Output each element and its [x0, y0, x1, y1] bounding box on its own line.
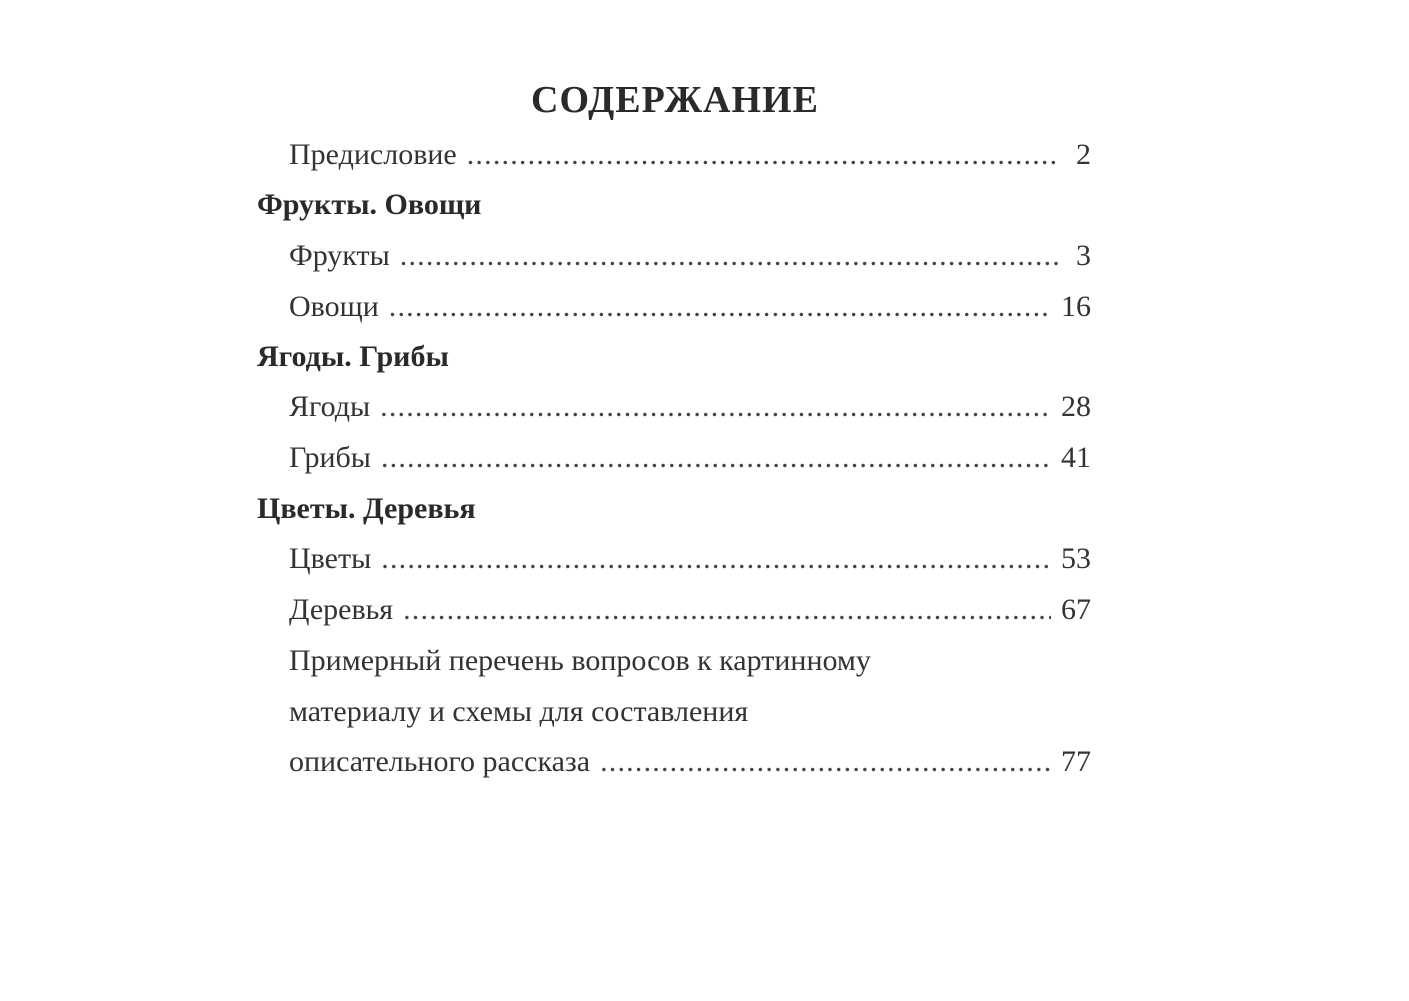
dot-leader [600, 745, 1051, 779]
dot-leader [381, 441, 1051, 475]
dot-leader [403, 593, 1051, 627]
dot-leader [380, 390, 1051, 424]
section-heading-berries-mushrooms: Ягоды. Грибы [257, 340, 449, 373]
toc-entry-questions[interactable] [289, 745, 1091, 779]
toc-entry-label: Цветы [289, 542, 372, 575]
toc-entry-berries[interactable] [289, 390, 1091, 424]
page-title: СОДЕРЖАНИЕ [531, 79, 819, 121]
toc-entry-questions-line1: Примерный перечень вопросов к картинному [289, 644, 871, 677]
toc-page-number: 41 [1061, 441, 1091, 474]
dot-leader [400, 239, 1059, 273]
section-heading-fruits-vegetables: Фрукты. Овощи [257, 188, 482, 221]
toc-entry-label: Фрукты [289, 239, 390, 272]
toc-page-number: 67 [1061, 593, 1091, 626]
toc-page-number: 53 [1061, 542, 1091, 575]
toc-entry-flowers[interactable] [289, 542, 1091, 576]
toc-page-number: 16 [1061, 290, 1091, 323]
toc-entry-label: описательного рассказа [289, 745, 591, 778]
toc-entry-mushrooms[interactable] [289, 441, 1091, 475]
toc-entry-label: Овощи [289, 290, 379, 323]
toc-page-number: 2 [1076, 138, 1091, 171]
toc-entry-trees[interactable] [289, 593, 1091, 627]
toc-page-number: 77 [1061, 745, 1091, 778]
toc-entry-vegetables[interactable] [289, 290, 1091, 324]
toc-page-number: 3 [1076, 239, 1091, 272]
toc-page-number: 28 [1061, 390, 1091, 423]
toc-entry-label: Предисловие [289, 138, 457, 171]
dot-leader [381, 542, 1051, 576]
toc-entry-label: Грибы [289, 441, 371, 474]
toc-entry-label: Ягоды [289, 390, 371, 423]
dot-leader [467, 138, 1059, 172]
toc-entry-preface[interactable] [289, 138, 1091, 172]
toc-entry-label: Деревья [289, 593, 394, 626]
toc-entry-fruits[interactable] [289, 239, 1091, 273]
section-heading-flowers-trees: Цветы. Деревья [257, 492, 476, 525]
toc-entry-questions-line2: материалу и схемы для составления [289, 695, 749, 728]
dot-leader [389, 290, 1051, 324]
